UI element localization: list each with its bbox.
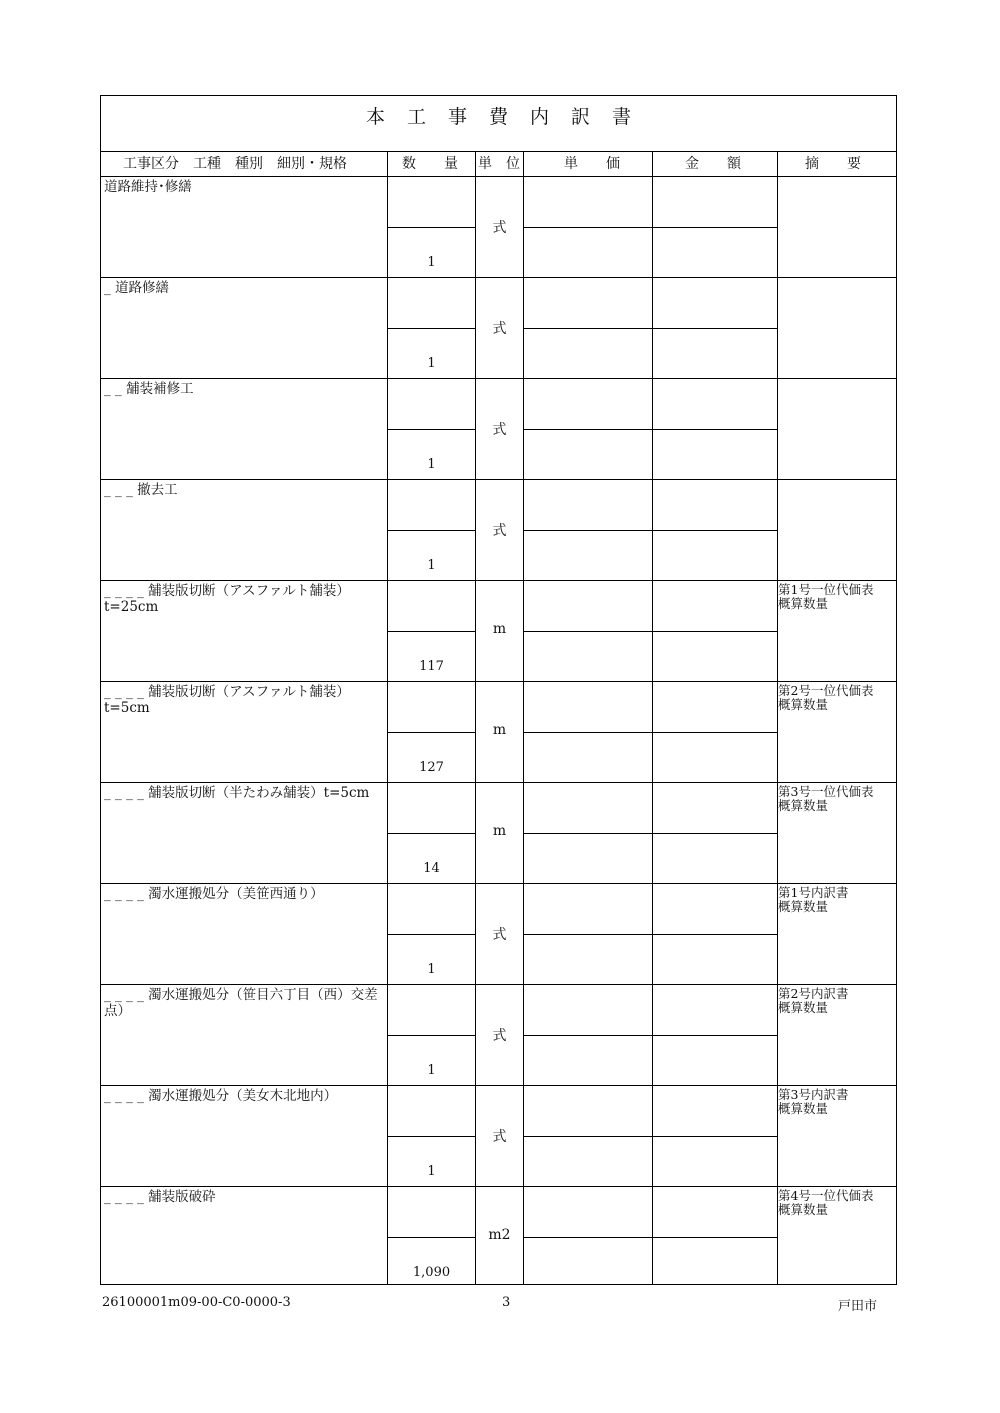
remarks-line: 第4号一位代価表 <box>778 1188 874 1203</box>
unit-value: 式 <box>492 220 507 236</box>
table-row <box>101 682 896 783</box>
cell-divider <box>387 1136 476 1137</box>
page-number: 3 <box>502 1295 511 1310</box>
table-row <box>101 884 896 985</box>
cell-divider <box>523 1237 778 1238</box>
remarks-line: 概算数量 <box>778 697 829 712</box>
remarks-line: 概算数量 <box>778 1101 829 1116</box>
quantity-value: 1 <box>427 356 436 371</box>
cell-divider <box>523 227 778 228</box>
cell-divider <box>523 1035 778 1036</box>
remarks-line: 第1号内訳書 <box>778 885 849 900</box>
remarks <box>778 1088 896 1116</box>
header-unit: 単 位 <box>476 152 524 177</box>
document-title: 本工事費内訳書 <box>365 106 653 128</box>
item-name: _ _ _ _ 舗装版切断（アスファルト舗装）t=5cm <box>104 684 350 716</box>
cell-divider <box>523 732 778 733</box>
remarks <box>778 684 896 712</box>
header-remarks: 摘 要 <box>778 152 896 177</box>
item-name: _ _ 舗装補修工 <box>104 381 194 397</box>
cell-divider <box>387 833 476 834</box>
unit-value: 式 <box>492 927 507 943</box>
estimate-sheet <box>100 95 897 1285</box>
remarks-line: 第2号一位代価表 <box>778 683 874 698</box>
cell-divider <box>523 833 778 834</box>
remarks <box>778 785 896 813</box>
header-unit-price: 単 価 <box>524 152 653 177</box>
remarks <box>778 1189 896 1217</box>
document-code: 26100001m09-00-C0-0000-3 <box>102 1295 291 1310</box>
item-name: _ _ _ _ 舗装版切断（アスファルト舗装）t=25cm <box>104 583 350 615</box>
quantity-value: 1 <box>427 558 436 573</box>
header-quantity: 数 量 <box>388 152 476 177</box>
cell-divider <box>387 934 476 935</box>
cell-divider <box>387 732 476 733</box>
remarks-line: 概算数量 <box>778 596 829 611</box>
cell-divider <box>387 429 476 430</box>
cell-divider <box>523 530 778 531</box>
table-row <box>101 379 896 480</box>
table-row <box>101 177 896 278</box>
item-name: _ 道路修繕 <box>104 280 170 296</box>
remarks <box>778 987 896 1015</box>
quantity-value: 127 <box>419 760 444 775</box>
table-row <box>101 278 896 379</box>
unit-value: m <box>492 823 507 839</box>
header-amount: 金 額 <box>653 152 778 177</box>
cell-divider <box>523 631 778 632</box>
city-name: 戸田市 <box>838 1299 878 1314</box>
cell-divider <box>523 328 778 329</box>
remarks-line: 概算数量 <box>778 1202 829 1217</box>
item-name: _ _ _ _ 濁水運搬処分（美笹西通り） <box>104 886 324 902</box>
item-name: _ _ _ _ 濁水運搬処分（美女木北地内） <box>104 1088 338 1104</box>
table-row <box>101 1086 896 1187</box>
cell-divider <box>387 227 476 228</box>
unit-value: 式 <box>492 1028 507 1044</box>
remarks-line: 概算数量 <box>778 899 829 914</box>
unit-value: 式 <box>492 321 507 337</box>
quantity-value: 1 <box>427 1063 436 1078</box>
item-name: _ _ _ _ 濁水運搬処分（笹目六丁目（西）交差点） <box>104 987 378 1019</box>
table-row <box>101 985 896 1086</box>
cell-divider <box>387 1035 476 1036</box>
cell-divider <box>523 429 778 430</box>
remarks <box>778 583 896 611</box>
cell-divider <box>387 1237 476 1238</box>
quantity-value: 1 <box>427 962 436 977</box>
unit-value: m <box>492 621 507 637</box>
item-name: _ _ _ _ 舗装版破砕 <box>104 1189 216 1205</box>
item-name: _ _ _ 撤去工 <box>104 482 178 498</box>
remarks-line: 第2号内訳書 <box>778 986 849 1001</box>
quantity-value: 117 <box>419 659 444 674</box>
table-row <box>101 783 896 884</box>
cell-divider <box>387 631 476 632</box>
table-row <box>101 581 896 682</box>
quantity-value: 1 <box>427 457 436 472</box>
cell-divider <box>523 934 778 935</box>
item-name: _ _ _ _ 舗装版切断（半たわみ舗装）t=5cm <box>104 785 370 801</box>
header-item: 工事区分 工種 種別 細別・規格 <box>101 152 388 177</box>
quantity-value: 1 <box>427 255 436 270</box>
remarks-line: 第3号一位代価表 <box>778 784 874 799</box>
unit-value: 式 <box>492 523 507 539</box>
remarks-line: 概算数量 <box>778 798 829 813</box>
unit-value: 式 <box>492 1129 507 1145</box>
quantity-value: 1,090 <box>412 1265 451 1280</box>
remarks-line: 第3号内訳書 <box>778 1087 849 1102</box>
remarks-line: 第1号一位代価表 <box>778 582 874 597</box>
table-row <box>101 480 896 581</box>
cell-divider <box>523 1136 778 1137</box>
cell-divider <box>387 328 476 329</box>
cell-divider <box>387 530 476 531</box>
title-row <box>101 96 896 152</box>
unit-value: m2 <box>488 1227 511 1243</box>
quantity-value: 1 <box>427 1164 436 1179</box>
unit-value: 式 <box>492 422 507 438</box>
unit-value: m <box>492 722 507 738</box>
table-body <box>101 177 896 1284</box>
quantity-value: 14 <box>423 861 440 876</box>
table-row <box>101 1187 896 1288</box>
item-name: 道路維持･修繕 <box>104 179 192 195</box>
remarks-line: 概算数量 <box>778 1000 829 1015</box>
remarks <box>778 886 896 914</box>
